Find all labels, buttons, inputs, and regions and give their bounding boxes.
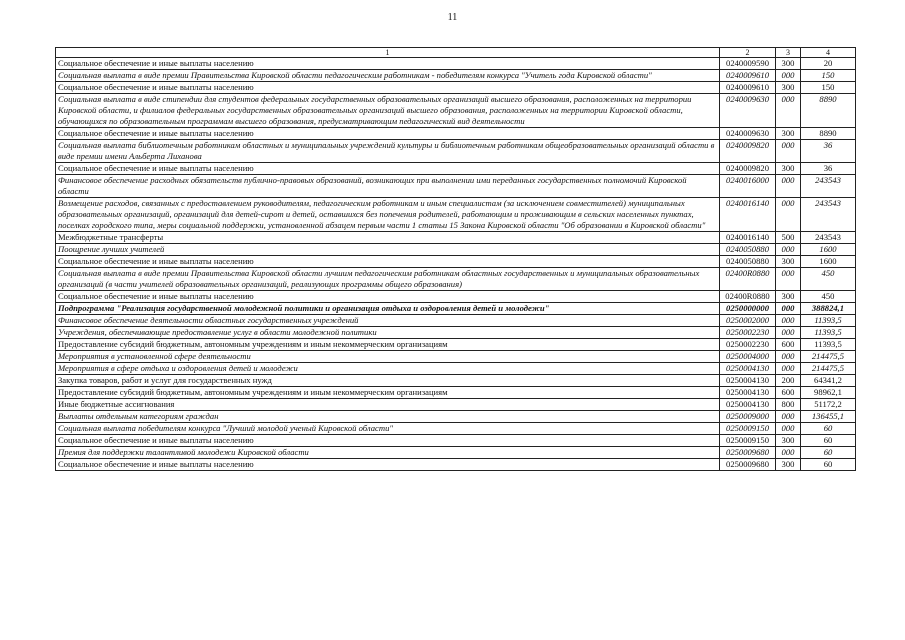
row-name-cell: Социальное обеспечение и иные выплаты населению xyxy=(56,58,720,70)
row-type-cell: 300 xyxy=(776,435,801,447)
table-row xyxy=(56,387,856,399)
table-row xyxy=(56,375,856,387)
row-code-cell: 0250009000 xyxy=(720,411,776,423)
row-code-cell: 0250009680 xyxy=(720,447,776,459)
table-row xyxy=(56,327,856,339)
row-sum-cell: 214475,5 xyxy=(801,363,856,375)
row-type-cell: 000 xyxy=(776,244,801,256)
row-name-cell: Финансовое обеспечение деятельности областных государственных учреждений xyxy=(56,315,720,327)
table-row xyxy=(56,411,856,423)
row-code-cell: 0250009150 xyxy=(720,435,776,447)
row-name-cell: Учреждения, обеспечивающие предоставление услуг в области молодежной политики xyxy=(56,327,720,339)
row-sum-cell: 36 xyxy=(801,140,856,163)
row-type-cell: 000 xyxy=(776,198,801,232)
row-name-cell: Социальная выплата в виде стипендии для студентов федеральных государственных образовательных организаций высшего образования, расположенных на территории Кировской области, и филиалов федеральных государственных образовательных организаций высшего образования, расположенных на территории Кировской области, обучающихся по образовательным программам высшего образования, предусматривающим педагогический вид деятельности xyxy=(56,94,720,128)
row-sum-cell: 98962,1 xyxy=(801,387,856,399)
table-row xyxy=(56,232,856,244)
header-col-2: 2 xyxy=(720,48,776,58)
row-type-cell: 300 xyxy=(776,82,801,94)
row-sum-cell: 60 xyxy=(801,435,856,447)
row-sum-cell: 214475,5 xyxy=(801,351,856,363)
row-sum-cell: 60 xyxy=(801,423,856,435)
table-row xyxy=(56,256,856,268)
header-col-4: 4 xyxy=(801,48,856,58)
row-name-cell: Социальное обеспечение и иные выплаты населению xyxy=(56,128,720,140)
row-name-cell: Подпрограмма "Реализация государственной молодежной политики и организация отдыха и оздоровления детей и молодежи" xyxy=(56,303,720,315)
row-code-cell: 0240009820 xyxy=(720,163,776,175)
row-code-cell: 0240009590 xyxy=(720,58,776,70)
row-name-cell: Возмещение расходов, связанных с предоставлением руководителям, педагогическим работникам и иным специалистам (за исключением совместителей) муниципальных образовательных организаций, организаций для детей-сирот и детей, оставшихся без попечения родителей, работающим и проживающим в сельских населенных пунктах, поселках городского типа, меры социальной поддержки, установленной абзацем первым части 1 статьи 15 Закона Кировской области "Об образовании в Кировской области" xyxy=(56,198,720,232)
row-name-cell: Социальное обеспечение и иные выплаты населению xyxy=(56,82,720,94)
row-type-cell: 000 xyxy=(776,94,801,128)
table-row xyxy=(56,339,856,351)
row-code-cell: 0240050880 xyxy=(720,244,776,256)
row-code-cell: 0250009680 xyxy=(720,459,776,471)
row-sum-cell: 8890 xyxy=(801,94,856,128)
table-row xyxy=(56,291,856,303)
table-row xyxy=(56,140,856,163)
row-type-cell: 000 xyxy=(776,351,801,363)
row-code-cell: 0250002230 xyxy=(720,339,776,351)
row-name-cell: Финансовое обеспечение расходных обязательств публично-правовых образований, возникающих при выполнении ими переданных государственных полномочий Кировской области xyxy=(56,175,720,198)
row-type-cell: 500 xyxy=(776,232,801,244)
row-sum-cell: 60 xyxy=(801,459,856,471)
row-sum-cell: 11393,5 xyxy=(801,327,856,339)
row-sum-cell: 1600 xyxy=(801,256,856,268)
row-sum-cell: 243543 xyxy=(801,175,856,198)
row-name-cell: Межбюджетные трансферты xyxy=(56,232,720,244)
table-row xyxy=(56,315,856,327)
row-code-cell: 0250004130 xyxy=(720,387,776,399)
row-type-cell: 300 xyxy=(776,459,801,471)
table-row xyxy=(56,58,856,70)
row-code-cell: 0240009820 xyxy=(720,140,776,163)
row-name-cell: Социальное обеспечение и иные выплаты населению xyxy=(56,256,720,268)
row-code-cell: 0240016000 xyxy=(720,175,776,198)
page-number: 11 xyxy=(447,12,458,23)
row-sum-cell: 11393,5 xyxy=(801,315,856,327)
table-row xyxy=(56,244,856,256)
row-name-cell: Социальная выплата библиотечным работникам областных и муниципальных учреждений культуры и библиотечным работникам общеобразовательных организаций области в виде премии имени Альберта Лиханова xyxy=(56,140,720,163)
row-name-cell: Социальная выплата в виде премии Правительства Кировской области лучшим педагогическим работникам областных государственных и муниципальных образовательных организаций (в части учителей образовательных организаций, реализующих программы общего образования) xyxy=(56,268,720,291)
table-row xyxy=(56,94,856,128)
row-code-cell: 0250000000 xyxy=(720,303,776,315)
row-code-cell: 0250004130 xyxy=(720,375,776,387)
row-sum-cell: 150 xyxy=(801,70,856,82)
table-row xyxy=(56,459,856,471)
row-code-cell: 0250004130 xyxy=(720,363,776,375)
table-row xyxy=(56,303,856,315)
table-row xyxy=(56,163,856,175)
row-name-cell: Мероприятия в установленной сфере деятельности xyxy=(56,351,720,363)
row-sum-cell: 1600 xyxy=(801,244,856,256)
row-sum-cell: 20 xyxy=(801,58,856,70)
row-type-cell: 300 xyxy=(776,163,801,175)
row-sum-cell: 243543 xyxy=(801,198,856,232)
row-type-cell: 000 xyxy=(776,303,801,315)
table-row xyxy=(56,70,856,82)
row-code-cell: 0240009630 xyxy=(720,94,776,128)
row-sum-cell: 450 xyxy=(801,291,856,303)
row-sum-cell: 11393,5 xyxy=(801,339,856,351)
row-code-cell: 02400R0880 xyxy=(720,268,776,291)
row-name-cell: Поощрение лучших учителей xyxy=(56,244,720,256)
budget-table xyxy=(55,47,856,471)
row-name-cell: Социальная выплата в виде премии Правительства Кировской области педагогическим работникам - победителям конкурса "Учитель года Кировской области" xyxy=(56,70,720,82)
table-row xyxy=(56,363,856,375)
row-sum-cell: 8890 xyxy=(801,128,856,140)
row-code-cell: 0240016140 xyxy=(720,198,776,232)
table-row xyxy=(56,268,856,291)
row-code-cell: 0250002230 xyxy=(720,327,776,339)
row-name-cell: Социальное обеспечение и иные выплаты населению xyxy=(56,459,720,471)
table-row xyxy=(56,423,856,435)
header-col-3: 3 xyxy=(776,48,801,58)
row-name-cell: Социальное обеспечение и иные выплаты населению xyxy=(56,291,720,303)
row-type-cell: 600 xyxy=(776,387,801,399)
row-sum-cell: 36 xyxy=(801,163,856,175)
row-name-cell: Предоставление субсидий бюджетным, автономным учреждениям и иным некоммерческим организациям xyxy=(56,387,720,399)
row-name-cell: Закупка товаров, работ и услуг для государственных нужд xyxy=(56,375,720,387)
row-name-cell: Премия для поддержки талантливой молодежи Кировской области xyxy=(56,447,720,459)
row-type-cell: 000 xyxy=(776,327,801,339)
row-type-cell: 200 xyxy=(776,375,801,387)
header-col-1: 1 xyxy=(56,48,720,58)
row-code-cell: 0250004000 xyxy=(720,351,776,363)
row-code-cell: 0240050880 xyxy=(720,256,776,268)
row-code-cell: 0240009630 xyxy=(720,128,776,140)
row-name-cell: Социальная выплата победителям конкурса "Лучший молодой ученый Кировской области" xyxy=(56,423,720,435)
row-code-cell: 0240016140 xyxy=(720,232,776,244)
row-code-cell: 02400R0880 xyxy=(720,291,776,303)
row-type-cell: 000 xyxy=(776,140,801,163)
row-code-cell: 0250004130 xyxy=(720,399,776,411)
row-code-cell: 0240009610 xyxy=(720,70,776,82)
row-type-cell: 000 xyxy=(776,315,801,327)
row-sum-cell: 51172,2 xyxy=(801,399,856,411)
row-type-cell: 300 xyxy=(776,58,801,70)
row-name-cell: Предоставление субсидий бюджетным, автономным учреждениям и иным некоммерческим организациям xyxy=(56,339,720,351)
row-type-cell: 300 xyxy=(776,256,801,268)
row-type-cell: 300 xyxy=(776,128,801,140)
row-type-cell: 600 xyxy=(776,339,801,351)
row-type-cell: 000 xyxy=(776,447,801,459)
table-body xyxy=(56,58,856,471)
row-name-cell: Мероприятия в сфере отдыха и оздоровления детей и молодежи xyxy=(56,363,720,375)
row-name-cell: Выплаты отдельным категориям граждан xyxy=(56,411,720,423)
row-sum-cell: 450 xyxy=(801,268,856,291)
table-row xyxy=(56,447,856,459)
row-sum-cell: 150 xyxy=(801,82,856,94)
row-name-cell: Социальное обеспечение и иные выплаты населению xyxy=(56,435,720,447)
table-row xyxy=(56,198,856,232)
row-name-cell: Социальное обеспечение и иные выплаты населению xyxy=(56,163,720,175)
row-name-cell: Иные бюджетные ассигнования xyxy=(56,399,720,411)
row-code-cell: 0240009610 xyxy=(720,82,776,94)
row-code-cell: 0250002000 xyxy=(720,315,776,327)
table-header-row xyxy=(56,48,856,58)
table-row xyxy=(56,82,856,94)
row-type-cell: 800 xyxy=(776,399,801,411)
row-code-cell: 0250009150 xyxy=(720,423,776,435)
row-type-cell: 000 xyxy=(776,423,801,435)
row-type-cell: 000 xyxy=(776,411,801,423)
row-sum-cell: 136455,1 xyxy=(801,411,856,423)
table-row xyxy=(56,351,856,363)
table-row xyxy=(56,175,856,198)
row-sum-cell: 243543 xyxy=(801,232,856,244)
table-row xyxy=(56,435,856,447)
row-type-cell: 000 xyxy=(776,175,801,198)
table-row xyxy=(56,399,856,411)
row-type-cell: 300 xyxy=(776,291,801,303)
row-type-cell: 000 xyxy=(776,70,801,82)
table-row xyxy=(56,128,856,140)
row-sum-cell: 60 xyxy=(801,447,856,459)
row-sum-cell: 388824,1 xyxy=(801,303,856,315)
row-type-cell: 000 xyxy=(776,363,801,375)
row-sum-cell: 64341,2 xyxy=(801,375,856,387)
row-type-cell: 000 xyxy=(776,268,801,291)
